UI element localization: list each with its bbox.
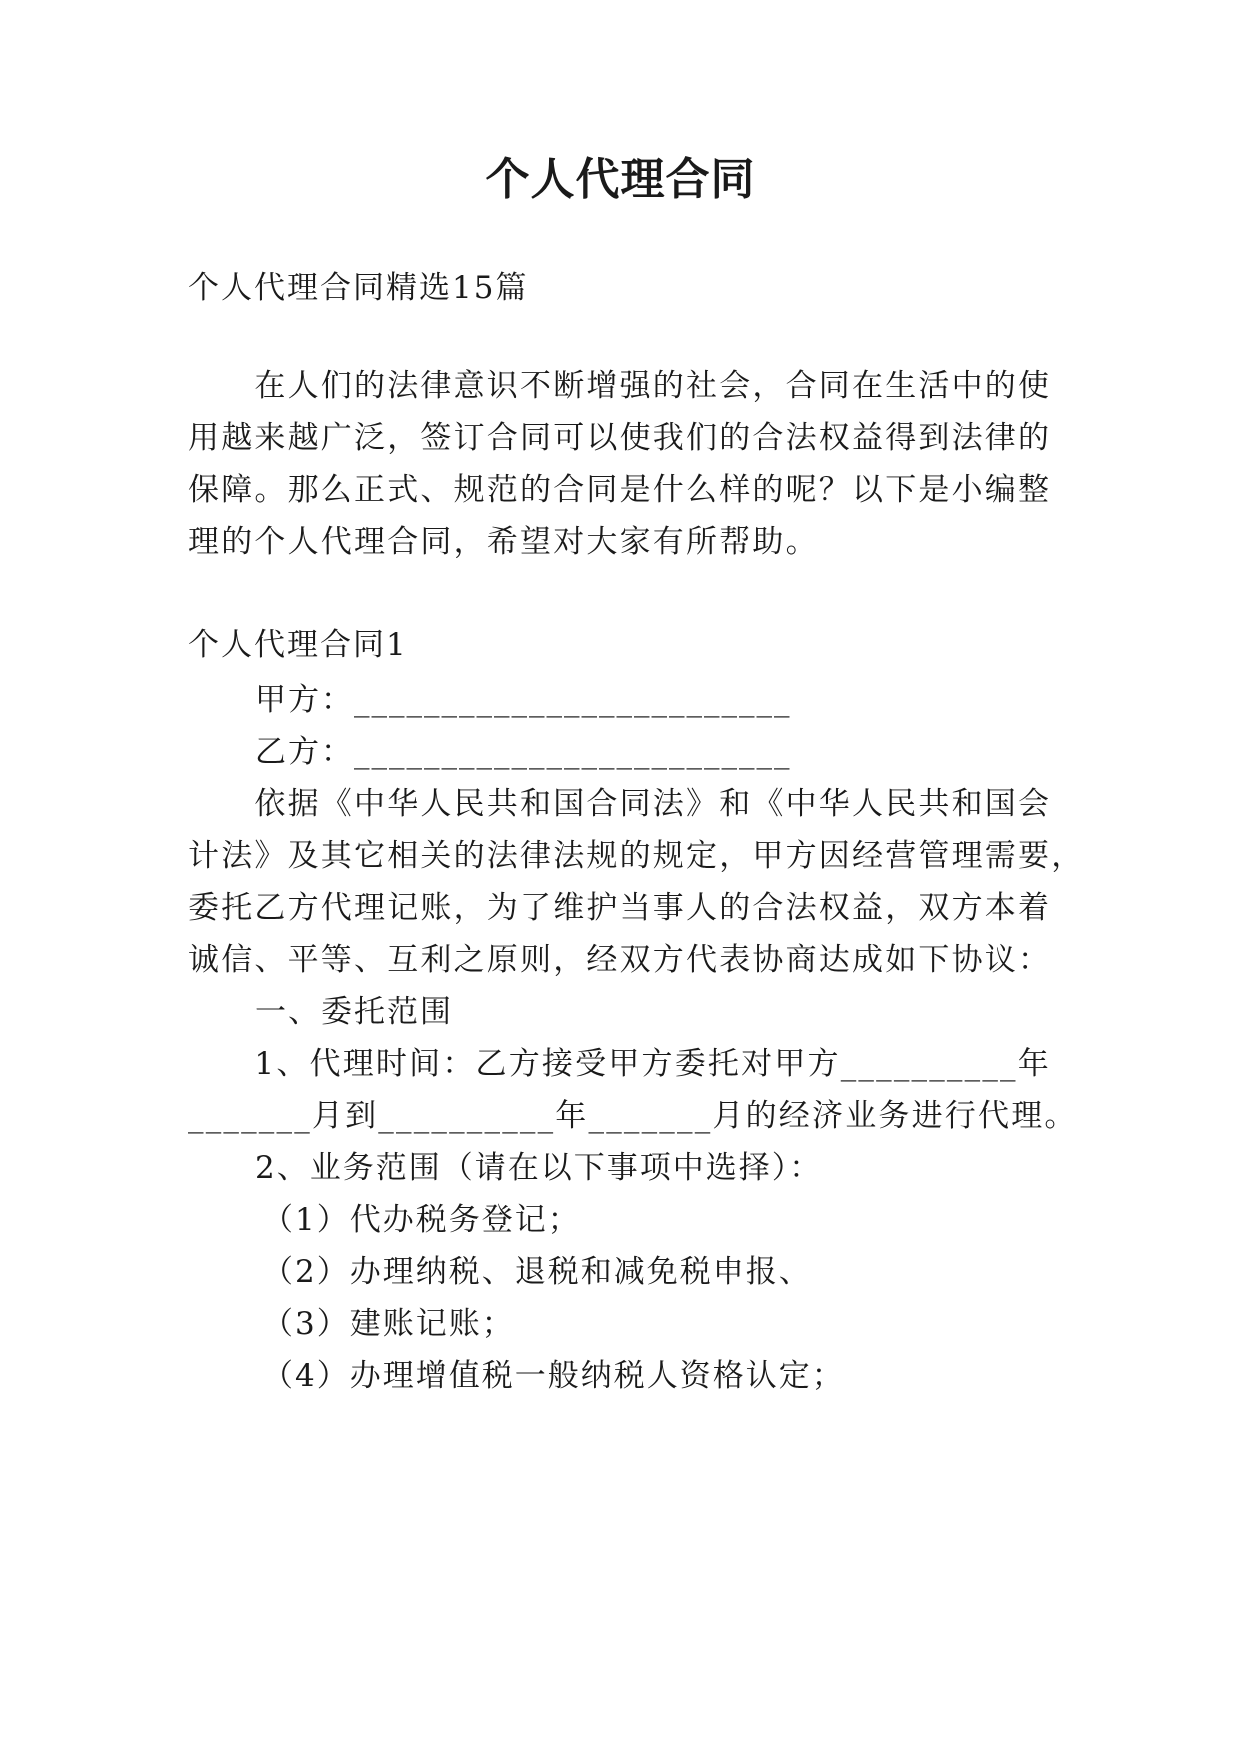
basis-line-4: 诚信、平等、互利之原则，经双方代表协商达成如下协议：: [188, 942, 1052, 978]
intro-line-4: 理的个人代理合同，希望对大家有所帮助。: [188, 524, 819, 560]
basis-line-2: 计法》及其它相关的法律法规的规定，甲方因经营管理需要，: [188, 838, 1085, 874]
list-item: （4）办理增值税一般纳税人资格认定；: [262, 1358, 845, 1394]
business-scope-line: 2、业务范围（请在以下事项中选择）：: [255, 1150, 823, 1186]
list-item: （2）办理纳税、退税和减免税申报、: [262, 1254, 812, 1290]
intro-line-3: 保障。那么正式、规范的合同是什么样的呢？以下是小编整: [188, 472, 1052, 508]
term-line-2: _______月到__________年_______月的经济业务进行代理。: [188, 1098, 1078, 1134]
list-item: （3）建账记账；: [262, 1306, 515, 1342]
intro-line-1: 在人们的法律意识不断增强的社会，合同在生活中的使: [188, 368, 1052, 404]
document-title: 个人代理合同: [485, 154, 756, 205]
section-heading: 个人代理合同1: [188, 627, 408, 663]
list-item: （1）代办税务登记；: [262, 1202, 581, 1238]
document-subtitle: 个人代理合同精选15篇: [188, 270, 529, 306]
intro-line-2: 用越来越广泛，签订合同可以使我们的合法权益得到法律的: [188, 420, 1052, 456]
basis-line-3: 委托乙方代理记账，为了维护当事人的合法权益，双方本着: [188, 890, 1052, 926]
basis-line-1: 依据《中华人民共和国合同法》和《中华人民共和国会: [188, 786, 1052, 822]
party-b-line: 乙方：_________________________: [255, 734, 792, 770]
party-a-line: 甲方：_________________________: [255, 682, 792, 718]
term-line-1: 1、代理时间：乙方接受甲方委托对甲方__________年: [188, 1046, 1051, 1082]
scope-heading: 一、委托范围: [255, 994, 453, 1030]
